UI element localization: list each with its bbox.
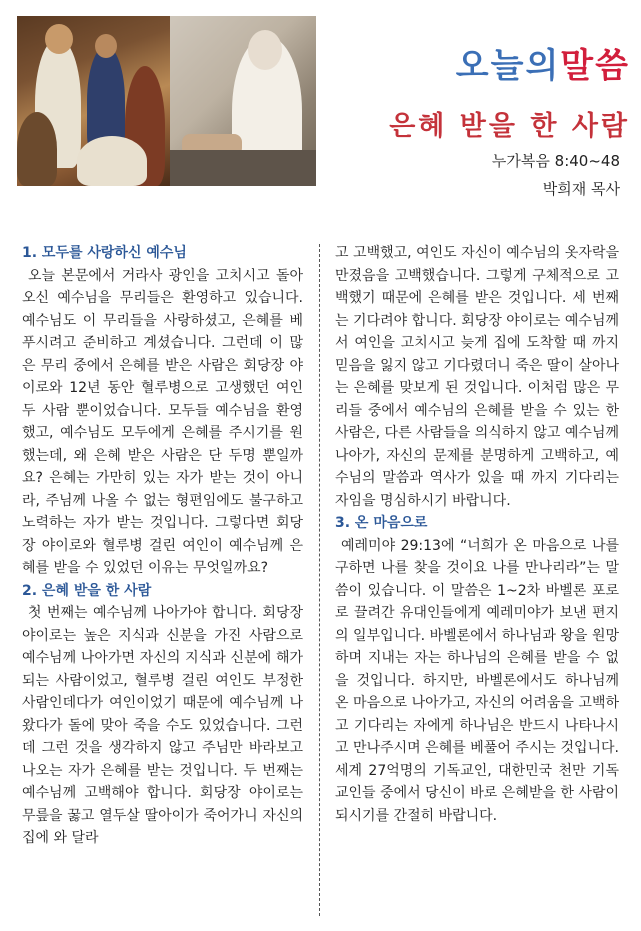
column-divider [319, 244, 320, 916]
section-1-body: 오늘 본문에서 거라사 광인을 고치시고 돌아오신 예수님을 무리들은 환영하고 있습니다. 예수님도 이 무리들을 사랑하셨고, 은혜를 베푸시려고 준비하고 계셨습니다. 그런데 이 많은 무리 중에서 은혜를 받은 사람은 회당장 야이로와 12년 동안 혈루병으로 고생했던 여인 두 사람 뿐이었습니다. 모두들 예수님을 환영했고, 예수님도 모두에게 은혜를 주시기를 원했는데, 왜 은혜 받은 사람은 단 두명 뿐일까요? 은혜는 가만히 있는 자가 받는 것이 아니라, 주님께 나올 수 없는 형편임에도 불구하고 노력하는 자가 받는 것입니다. 그렇다면 회당장 야이로와 혈루병 걸린 여인이 예수님께 은혜를 받을 수 있었던 이유는 무엇일까요? [22, 267, 303, 576]
title-part-1: 오늘의 [455, 46, 561, 86]
right-column [335, 242, 619, 827]
left-column [22, 242, 303, 850]
painting-jesus-crowd [17, 16, 170, 186]
scripture-reference: 누가복음 8:40~48 [491, 152, 620, 170]
page-title [420, 38, 630, 86]
sermon-title: 은혜 받을 한 사람 [389, 111, 630, 142]
section-2-body-part-2: 고 고백했고, 여인도 자신이 예수님의 옷자락을 만졌음을 고백했습니다. 그렇게 구체적으로 고백했기 때문에 은혜를 받은 것입니다. 세 번째는 기다려야 합니다. 회당장 야이로는 예수님께서 여인을 고치시고 늦게 집에 도착할 때 까지 믿음을 잃지 않고 기다렸더니 죽은 딸이 살아나는 은혜를 맞보게 된 것입니다. 이처럼 많은 무리들 중에서 예수님의 은혜를 받을 수 있는 한 사람은, 다른 사람들을 의식하지 않고 예수님께 나아가, 자신의 문제를 분명하게 고백하고, 예수님의 말씀과 역사가 있을 때 까지 기다리는 자임을 명심하시기 바랍니다. [335, 245, 619, 509]
author-name: 박희재 목사 [542, 180, 620, 198]
section-1-heading: 1. 모두를 사랑하신 예수님 [22, 245, 187, 261]
section-2-body-part-1: 첫 번째는 예수님께 나아가야 합니다. 회당장 야이로는 높은 지식과 신분을 가진 사람으로 예수님께 나아가면 자신의 지식과 신분에 해가 되는 사람이었고, 혈루병 걸린 여인도 부정한 사람인데다가 여인이었기 때문에 예수님께 나왔다가 돌에 맞아 죽을 수도 있었습니다. 그런데 그런 것을 생각하지 않고 주님만 바라보고 나오는 자가 은혜를 받는 것입니다. 두 번째는 예수님께 고백해야 합니다. 회당장 야이로는 무릎을 꿇고 열두살 딸아이가 죽어가니 자신의 집에 와 달라 [22, 605, 303, 846]
section-3-body: 예레미야 29:13에 “너희가 온 마음으로 나를 구하면 나를 찾을 것이요 나를 만나리라”는 말씀이 있습니다. 이 말씀은 1~2차 바벨론 포로로 끌려간 유대인들에게 예레미야가 보낸 편지의 일부입니다. 바벨론에서 하나님과 왕을 원망하며 지내는 자는 하나님의 은혜를 받을 수 없을 것입니다. 하지만, 바벨론에서도 하나님께 온 마음으로 나아가고, 자신의 어려움을 고백하고 기다리는 자에게 하나님은 반드시 나타나시고 만나주시며 은혜를 베풀어 주시는 것입니다. 세계 27억명의 기독교인, 대한민국 천만 기독교인들 중에서 당신이 바로 은혜받을 한 사람이 되시기를 간절히 바랍니다. [335, 537, 619, 824]
section-2-heading: 2. 은혜 받을 한 사람 [22, 582, 152, 599]
painting-woman-touching-robe [170, 16, 316, 186]
header-illustration [17, 16, 316, 186]
title-part-2: 말씀 [560, 46, 630, 86]
section-3-heading: 3. 온 마음으로 [335, 515, 428, 531]
